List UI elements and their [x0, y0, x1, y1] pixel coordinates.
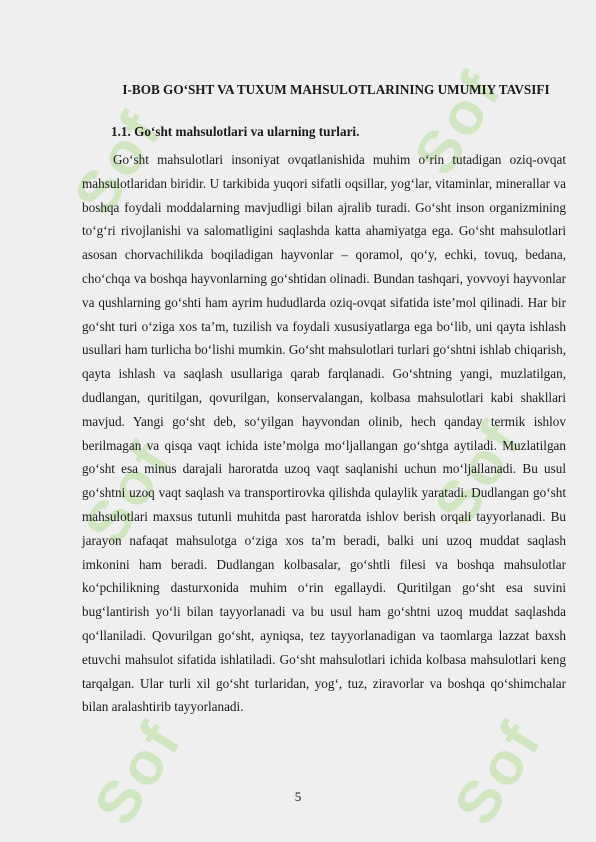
- body-paragraph: Go‘sht mahsulotlari insoniyat ovqatlanishida muhim o‘rin tutadigan oziq-ovqat mahsulotlaridan biridir. U tarkibida yuqori sifatli oqsillar, yog‘lar, vitaminlar, minerallar va boshqa foydali moddalarning mavjudligi bilan ajralib turadi. Go‘sht inson organizmining to‘g‘ri rivojlanishi va salomatligini saqlashda katta ahamiyatga ega. Go‘sht mahsulotlari asosan chorvachilikda boqiladigan hayvonlar – qoramol, qo‘y, echki, tovuq, bedana, cho‘chqa va boshqa hayvonlarning go‘shtidan olinadi. Bundan tashqari, yovvoyi hayvonlar va qushlarning go‘shti ham ayrim hududlarda oziq-ovqat sifatida iste’mol qilinadi. Har bir go‘sht turi o‘ziga xos ta’m, tuzilish va foydali xususiyatlarga ega bo‘lib, uni qayta ishlash usullari ham turlicha bo‘lishi mumkin. Go‘sht mahsulotlari turlari go‘shtni ishlab chiqarish, qayta ishlash va saqlash usullariga qarab farqlanadi. Go‘shtning yangi, muzlatilgan, dudlangan, quritilgan, qovurilgan, konservalangan, kolbasa mahsulotlari kabi shakllari mavjud. Yangi go‘sht deb, so‘yilgan hayvondan olinib, hech qanday termik ishlov berilmagan va qisqa vaqt ichida iste’molga mo‘ljallangan go‘shtga aytiladi. Muzlatilgan go‘sht esa minus darajali haroratda uzoq vaqt saqlanishi uchun mo‘ljallanadi. Bu usul go‘shtni uzoq vaqt saqlash va transportirovka qilishda qulaylik yaratadi. Dudlangan go‘sht mahsulotlari maxsus tutunli muhitda past haroratda ishlov berish orqali tayyorlanadi. Bu jarayon nafaqat mahsulotga o‘ziga xos ta’m beradi, balki uni uzoq muddat saqlash imkonini ham beradi. Dudlangan kolbasalar, go‘shtli filesi va boshqa mahsulotlar ko‘pchilikning dasturxonida muhim o‘rin egallaydi. Quritilgan go‘sht esa suvini bug‘lantirish yo‘li bilan tayyorlanadi va bu usul ham go‘shtni uzoq muddat saqlashda qo‘llaniladi. Qovurilgan go‘sht, ayniqsa, tez tayyorlanadigan va taomlarga lazzat baxsh etuvchi mahsulot sifatida ishlatiladi. Go‘sht mahsulotlari ichida kolbasa mahsulotlari keng tarqalgan. Ular turli xil go‘sht turlaridan, yog‘, tuz, ziravorlar va boshqa qo‘shimchalar bilan aralashtirib tayyorlanadi.: [82, 152, 566, 715]
- chapter-title: I-BOB GO‘SHT VA TUXUM MAHSULOTLARINING UMUMIY TAVSIFI: [122, 82, 550, 97]
- watermark: Sof: [70, 428, 186, 557]
- watermark: Sof: [420, 408, 536, 537]
- watermark: Sof: [60, 98, 176, 227]
- watermark: Sof: [80, 708, 196, 837]
- watermark: Sof: [400, 58, 516, 187]
- page-number: 5: [294, 789, 302, 804]
- watermark: Sof: [440, 708, 556, 837]
- section-heading: 1.1. Go‘sht mahsulotlari va ularning turlari.: [111, 124, 360, 139]
